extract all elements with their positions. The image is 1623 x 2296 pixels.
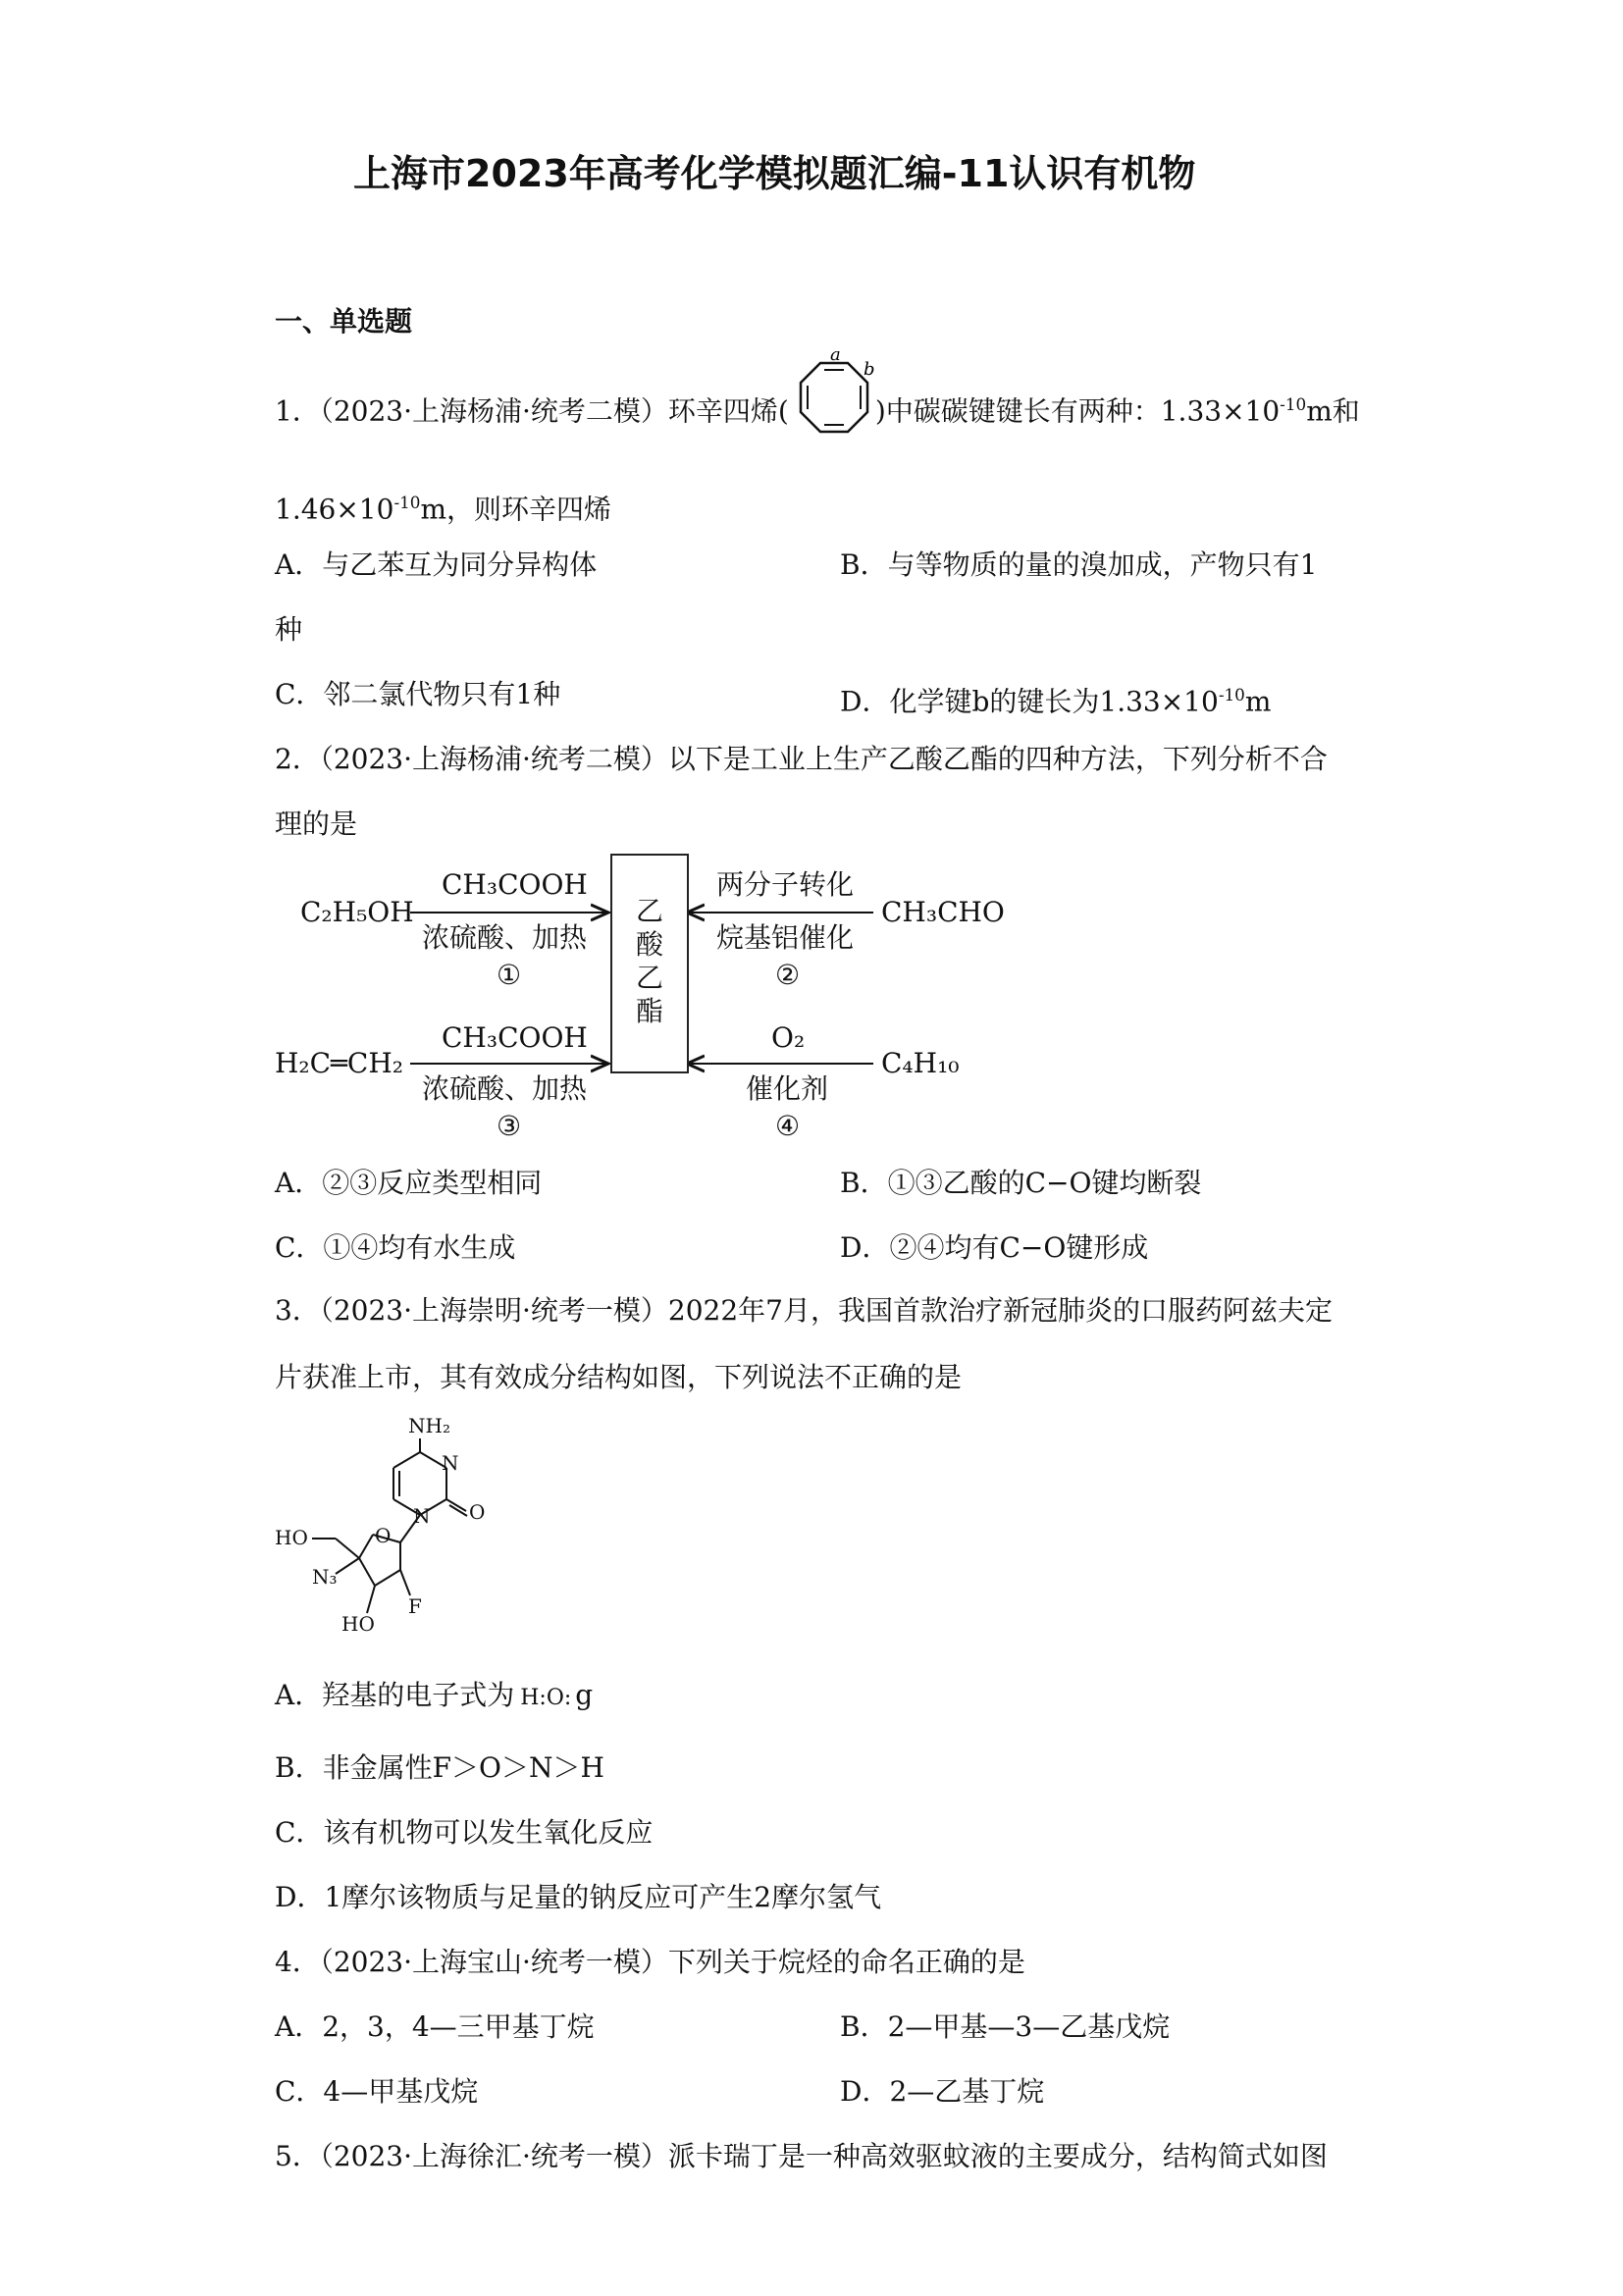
q1-option-a[interactable]: A．与乙苯互为同分异构体 <box>275 548 598 581</box>
q2-option-a[interactable]: A．②③反应类型相同 <box>275 1167 543 1199</box>
mol-f: F <box>408 1594 422 1618</box>
bond-label-b: b <box>864 359 875 380</box>
step-3-num: ③ <box>497 1110 522 1142</box>
q1-option-c[interactable]: C．邻二氯代物只有1种 <box>275 678 561 710</box>
q4-option-d[interactable]: D．2—乙基丁烷 <box>840 2075 1045 2108</box>
q5-stem: 5．（2023·上海徐汇·统考一模）派卡瑞丁是一种高效驱蚊液的主要成分，结构简式如图 <box>275 2140 1328 2172</box>
q3-option-b[interactable]: B．非金属性F＞O＞N＞H <box>275 1751 604 1784</box>
step-4-num: ④ <box>775 1110 801 1142</box>
q2-option-b[interactable]: B．①③乙酸的C−O键均断裂 <box>840 1167 1202 1199</box>
mol-n1: N <box>442 1451 459 1475</box>
q2-stem-line2: 理的是 <box>275 808 358 840</box>
q1-stem-line2: $1.46\times 10^{-10}m$，则环辛四烯 <box>275 493 612 526</box>
bond-label-a: a <box>830 351 841 365</box>
q3-option-d[interactable]: D．1摩尔该物质与足量的钠反应可产生2摩尔氢气 <box>275 1881 882 1913</box>
reagent-1-top: CH₃COOH <box>442 868 588 901</box>
section-heading: 一、单选题 <box>275 305 413 338</box>
mol-ho1: HO <box>275 1526 308 1549</box>
q1-stem-line1: 1．（2023·上海杨浦·统考二模）环辛四烯( )中碳碳键键长有两种：$1.33\times 10^{-10}m$和 <box>275 394 1360 428</box>
q1-option-b[interactable]: B．与等物质的量的溴加成，产物只有1 <box>840 548 1318 581</box>
mol-nh2: NH₂ <box>408 1414 450 1437</box>
reactant-4: C₄H₁₀ <box>881 1047 960 1079</box>
reactant-3: H₂C═CH₂ <box>275 1047 403 1079</box>
q2-option-d[interactable]: D．②④均有C−O键形成 <box>840 1231 1149 1264</box>
q3-option-a[interactable]: A．羟基的电子式为 H:O: g <box>275 1679 594 1711</box>
step-2-num: ② <box>775 959 801 991</box>
q4-option-a[interactable]: A．2，3，4—三甲基丁烷 <box>275 2010 595 2043</box>
q4-option-c[interactable]: C．4—甲基戊烷 <box>275 2075 479 2108</box>
reagent-4-top: O₂ <box>771 1021 806 1054</box>
q4-option-b[interactable]: B．2—甲基—3—乙基戊烷 <box>840 2010 1171 2043</box>
reagent-4-bottom: 催化剂 <box>746 1072 829 1105</box>
reactant-2: CH₃CHO <box>881 896 1005 928</box>
mol-n2: N <box>413 1504 431 1528</box>
q2-option-c[interactable]: C．①④均有水生成 <box>275 1231 516 1264</box>
reagent-1-bottom: 浓硫酸、加热 <box>422 921 588 954</box>
reagent-2-top: 两分子转化 <box>716 868 855 901</box>
reagent-3-top: CH₃COOH <box>442 1021 588 1054</box>
mol-ho2: HO <box>341 1612 375 1636</box>
reagent-2-bottom: 烷基铝催化 <box>716 921 855 954</box>
mol-n3: N₃ <box>312 1565 338 1589</box>
q3-stem-line2: 片获准上市，其有效成分结构如图，下列说法不正确的是 <box>275 1361 963 1393</box>
product-name: 乙 酸 乙 酯 <box>635 895 663 1027</box>
q2-stem-line1: 2．（2023·上海杨浦·统考二模）以下是工业上生产乙酸乙酯的四种方法，下列分析不合 <box>275 743 1328 775</box>
page-title: 上海市2023年高考化学模拟题汇编-11认识有机物 <box>353 152 1196 195</box>
reactant-1: C₂H₅OH <box>300 896 414 928</box>
q3-stem-line1: 3．（2023·上海崇明·统考一模）2022年7月，我国首款治疗新冠肺炎的口服药阿兹夫定 <box>275 1294 1333 1327</box>
q1-option-b-cont: 种 <box>275 613 303 646</box>
q3-option-c[interactable]: C．该有机物可以发生氧化反应 <box>275 1816 654 1849</box>
q4-stem: 4．（2023·上海宝山·统考一模）下列关于烷烃的命名正确的是 <box>275 1946 1025 1978</box>
q1-option-d[interactable]: D．化学键b的键长为$1.33\times 10^{-10}m$ <box>840 685 1272 718</box>
cyclooctatetraene-structure <box>785 351 883 449</box>
azvudine-structure <box>265 1413 520 1658</box>
mol-o-keto: O <box>469 1500 486 1524</box>
mol-o-ring: O <box>375 1524 392 1547</box>
step-1-num: ① <box>497 959 522 991</box>
hydroxyl-electron-formula: H:O: <box>520 1686 572 1710</box>
reagent-3-bottom: 浓硫酸、加热 <box>422 1072 588 1105</box>
